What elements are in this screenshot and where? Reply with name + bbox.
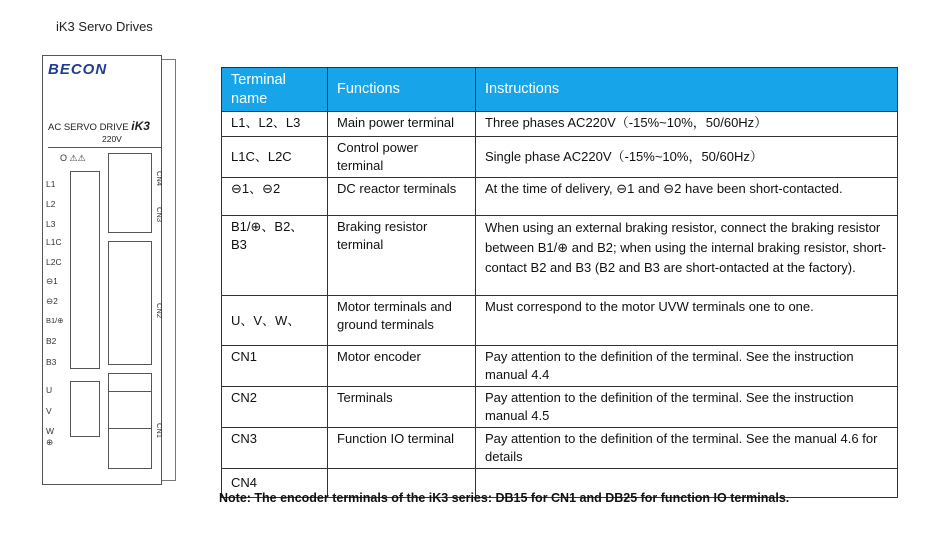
- table-row: [222, 178, 898, 216]
- terminal-label: V: [46, 406, 52, 416]
- instruction-cell: Pay attention to the definition of the terminal. See the manual 4.6 for details: [476, 428, 898, 469]
- warning-icon: O ⚠⚠: [60, 153, 86, 163]
- instruction-cell: Must correspond to the motor UVW terminals one to one.: [476, 296, 898, 346]
- function-cell: Motor encoder: [328, 346, 476, 387]
- table-header-row: [222, 68, 898, 112]
- model-text: AC SERVO DRIVE: [48, 122, 129, 133]
- connector-label: CN2: [155, 303, 164, 319]
- terminal-spec-table: [221, 67, 898, 498]
- terminal-label: B3: [46, 357, 57, 367]
- servo-drive-illustration: [38, 55, 178, 487]
- terminal-label: B2: [46, 336, 57, 346]
- terminal-label: L1: [46, 179, 56, 189]
- instruction-cell: When using an external braking resistor, connect the braking resistor between B1/⊕ and B2; when using the internal braking resistor, short-contact B2 and B3 (B2 and B3 are short-ontacted at the factory).: [476, 216, 898, 296]
- terminal-name-cell: CN2: [222, 387, 328, 428]
- instruction-cell: Pay attention to the definition of the terminal. See the instruction manual 4.4: [476, 346, 898, 387]
- connector-label: CN3: [155, 207, 164, 223]
- connector-cn1: [108, 391, 152, 469]
- terminal-name-cell: U、V、W、: [222, 296, 328, 346]
- table-row: [222, 216, 898, 296]
- table-row: [222, 428, 898, 469]
- terminal-label: L2C: [46, 257, 62, 267]
- terminal-label: ⊖2: [46, 296, 58, 306]
- table-row: [222, 387, 898, 428]
- ground-icon: ⊕: [46, 437, 54, 447]
- motor-terminal-block: [70, 381, 100, 437]
- function-cell: Main power terminal: [328, 112, 476, 137]
- drive-side-rail: [162, 59, 176, 481]
- power-terminal-block: [70, 171, 100, 369]
- connector-label: CN1: [155, 423, 164, 439]
- table-row: [222, 137, 898, 178]
- table-row: [222, 112, 898, 137]
- brand-logo: BECON: [48, 61, 108, 78]
- terminal-label: U: [46, 385, 53, 395]
- drive-voltage: 220V: [102, 134, 122, 144]
- function-cell: Braking resistor terminal: [328, 216, 476, 296]
- connector-cn3: [108, 241, 152, 365]
- header-functions: Functions: [328, 68, 476, 112]
- terminal-label: L2: [46, 199, 56, 209]
- terminal-name-cell: CN1: [222, 346, 328, 387]
- terminal-label: W: [46, 426, 55, 436]
- document-title: iK3 Servo Drives: [56, 19, 153, 34]
- table-row: [222, 296, 898, 346]
- terminal-name-cell: CN4: [222, 469, 328, 498]
- instruction-cell: Pay attention to the definition of the terminal. See the instruction manual 4.5: [476, 387, 898, 428]
- terminal-name-cell: L1、L2、L3: [222, 112, 328, 137]
- instruction-cell: Three phases AC220V（-15%~10%，50/60Hz）: [476, 112, 898, 137]
- terminal-label: L3: [46, 219, 56, 229]
- function-cell: Terminals: [328, 387, 476, 428]
- instruction-cell: At the time of delivery, ⊖1 and ⊖2 have been short-contacted.: [476, 178, 898, 216]
- table-row: [222, 346, 898, 387]
- function-cell: DC reactor terminals: [328, 178, 476, 216]
- terminal-name-cell: CN3: [222, 428, 328, 469]
- header-terminal-name: Terminal name: [222, 68, 328, 112]
- terminal-label: L1C: [46, 237, 62, 247]
- instruction-cell: Single phase AC220V（-15%~10%，50/60Hz）: [476, 137, 898, 178]
- terminal-name-cell: ⊖1、⊖2: [222, 178, 328, 216]
- function-cell: Function IO terminal: [328, 428, 476, 469]
- footnote: Note: The encoder terminals of the iK3 series: DB15 for CN1 and DB25 for function IO terminals.: [219, 491, 790, 505]
- header-instructions: Instructions: [476, 68, 898, 112]
- connector-label: CN4: [155, 171, 164, 187]
- drive-model-label: [48, 119, 150, 133]
- terminal-name-cell: L1C、L2C: [222, 137, 328, 178]
- terminal-label: ⊖1: [46, 276, 58, 286]
- function-cell: Control power terminal: [328, 137, 476, 178]
- terminal-name-cell: B1/⊕、B2、B3: [222, 216, 328, 296]
- connector-cn4: [108, 153, 152, 233]
- terminal-label: B1/⊕: [46, 316, 64, 325]
- function-cell: Motor terminals and ground terminals: [328, 296, 476, 346]
- model-code: iK3: [131, 119, 150, 133]
